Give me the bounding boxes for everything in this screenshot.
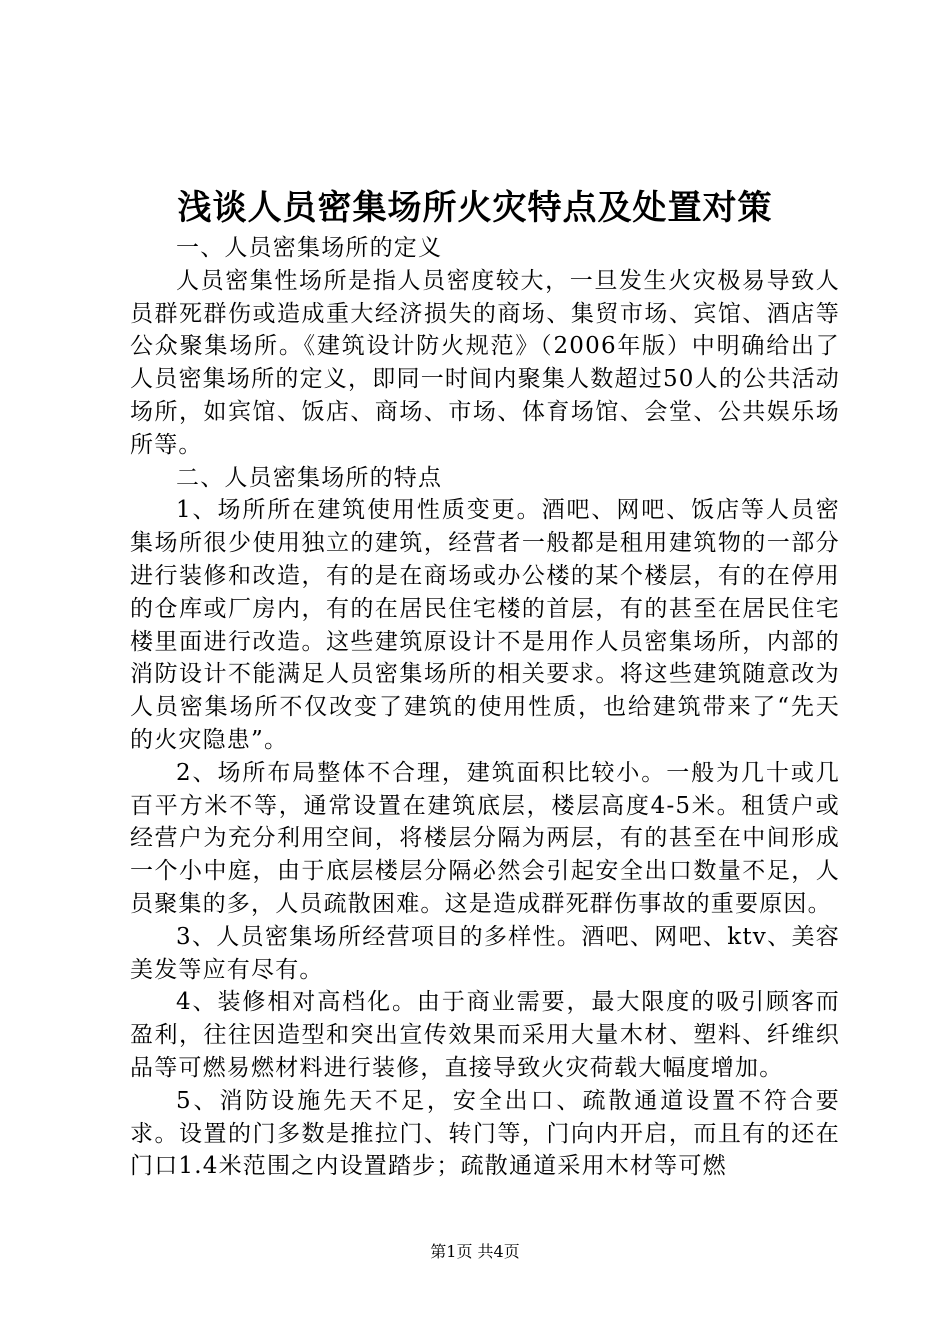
- paragraph-point-2: 2、场所布局整体不合理，建筑面积比较小。一般为几十或几百平方米不等，通常设置在建筑底层，楼层高度4-5米。租赁户或经营户为充分利用空间，将楼层分隔为两层，有的甚至在中间形成一个小中庭，由于底层楼层分隔必然会引起安全出口数量不足，人员聚集的多，人员疏散困难。这是造成群死群伤事故的重要原因。: [130, 759, 840, 917]
- section-heading-characteristics: 二、人员密集场所的特点: [176, 464, 443, 491]
- paragraph-point-3: 3、人员密集场所经营项目的多样性。酒吧、网吧、ktv、美容美发等应有尽有。: [130, 923, 840, 983]
- paragraph-point-4: 4、装修相对高档化。由于商业需要，最大限度的吸引顾客而盈利，往往因造型和突出宣传效果而采用大量木材、塑料、纤维织品等可燃易燃材料进行装修，直接导致火灾荷载大幅度增加。: [130, 989, 840, 1081]
- document-title: 浅谈人员密集场所火灾特点及处置对策: [177, 188, 773, 228]
- paragraph-point-5: 5、消防设施先天不足，安全出口、疏散通道设置不符合要求。设置的门多数是推拉门、转门等，门向内开启，而且有的还在门口1.4米范围之内设置踏步；疏散通道采用木材等可燃: [130, 1087, 840, 1180]
- section-heading-definition: 一、人员密集场所的定义: [176, 235, 443, 261]
- page-number-footer: 第1页 共4页: [430, 1242, 520, 1261]
- paragraph-definition: 人员密集性场所是指人员密度较大，一旦发生火灾极易导致人员群死群伤或造成重大经济损失的商场、集贸市场、宾馆、酒店等公众聚集场所。《建筑设计防火规范》（2006年版）中明确给出了人员密集场所的定义，即同一时间内聚集人数超过50人的公共活动场所，如宾馆、饭店、商场、市场、体育场馆、会堂、公共娱乐场所等。: [130, 267, 840, 458]
- paragraph-point-1: 1、场所所在建筑使用性质变更。酒吧、网吧、饭店等人员密集场所很少使用独立的建筑，经营者一般都是租用建筑物的一部分进行装修和改造，有的是在商场或办公楼的某个楼层，有的在停用的仓库或厂房内，有的在居民住宅楼的首层，有的甚至在居民住宅楼里面进行改造。这些建筑原设计不是用作人员密集场所，内部的消防设计不能满足人员密集场所的相关要求。将这些建筑随意改为人员密集场所不仅改变了建筑的使用性质，也给建筑带来了“先天的火灾隐患”。: [130, 497, 840, 753]
- document-body: [130, 232, 840, 1183]
